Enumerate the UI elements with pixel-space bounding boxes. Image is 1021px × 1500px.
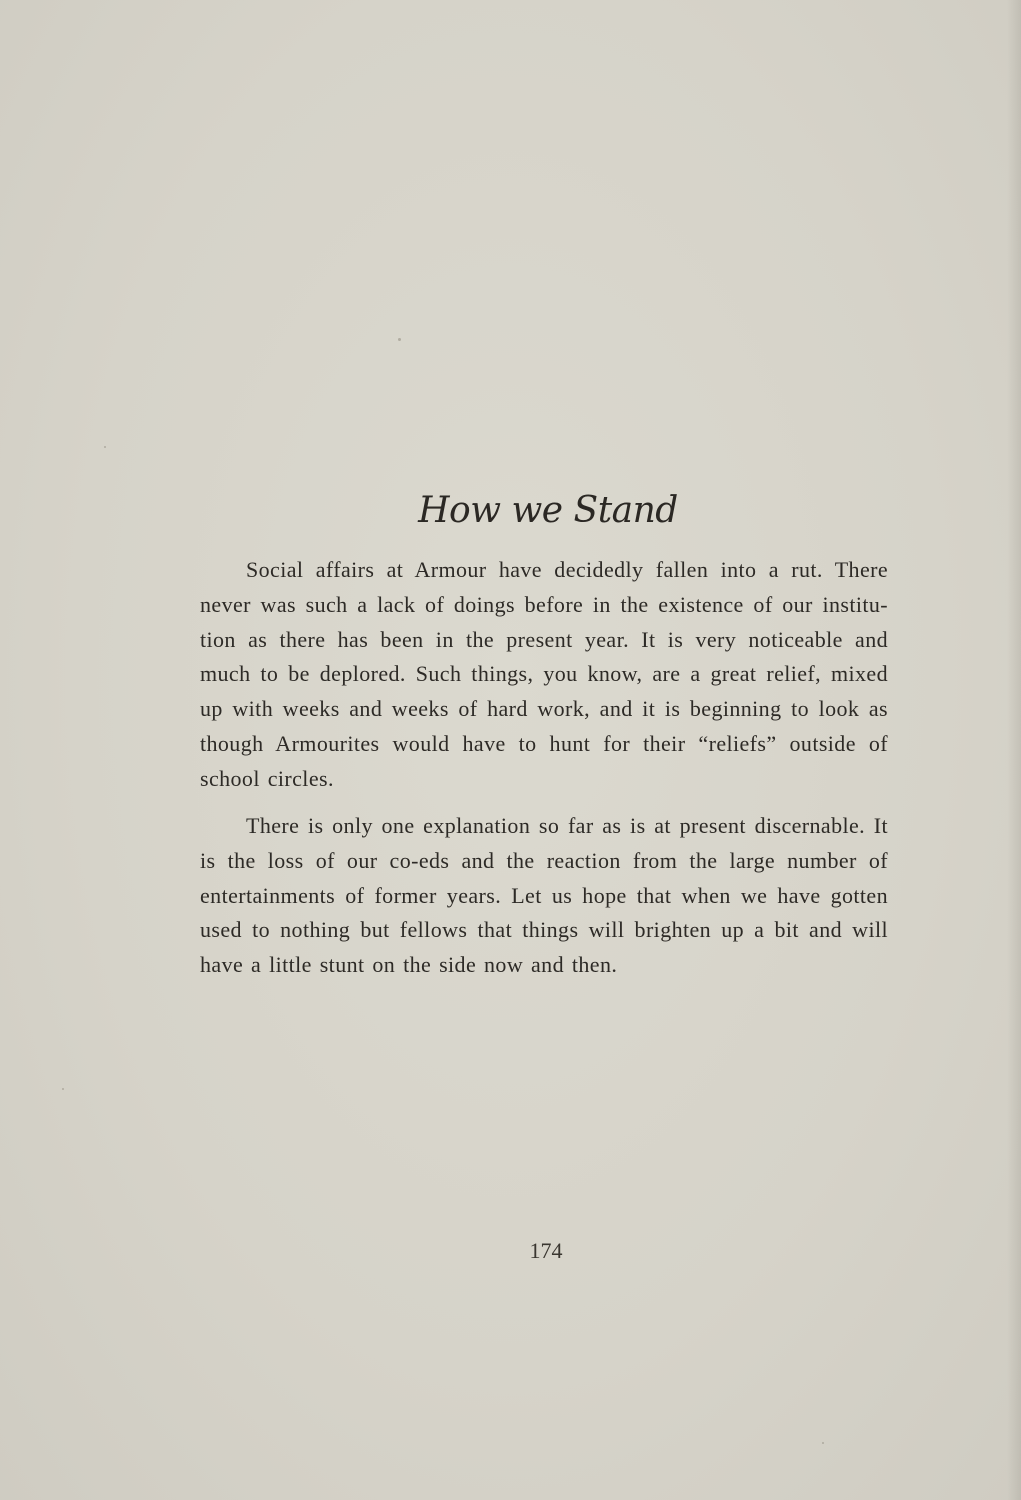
paper-speck bbox=[104, 446, 106, 448]
paper-speck bbox=[398, 338, 401, 341]
paper-speck bbox=[822, 1442, 824, 1444]
paper-speck bbox=[62, 1088, 64, 1090]
page-number: 174 bbox=[529, 1238, 563, 1263]
paragraph-1: Social affairs at Armour have decidedly fallen into a rut. There never was such a lack of doings before in the existence of our institu-tion as there has been in the present year. It is very noticeable and much to be deplored. Such things, you know, are a great relief, mixed up with weeks and weeks of hard work, and it is beginning to look as though Armourites would have to hunt for their “reliefs” outside of school circles. bbox=[200, 557, 888, 791]
page-title: How we Stand bbox=[418, 490, 678, 531]
paragraph-2: There is only one explanation so far as is at present discernable. It is the loss of our co-eds and the reaction from the large number of entertainments of former years. Let us hope that when we have gotten used to nothing but fellows that things will brighten up a bit and will have a little stunt on the side now and then. bbox=[200, 813, 888, 978]
page-edge-shadow bbox=[1007, 0, 1021, 1500]
